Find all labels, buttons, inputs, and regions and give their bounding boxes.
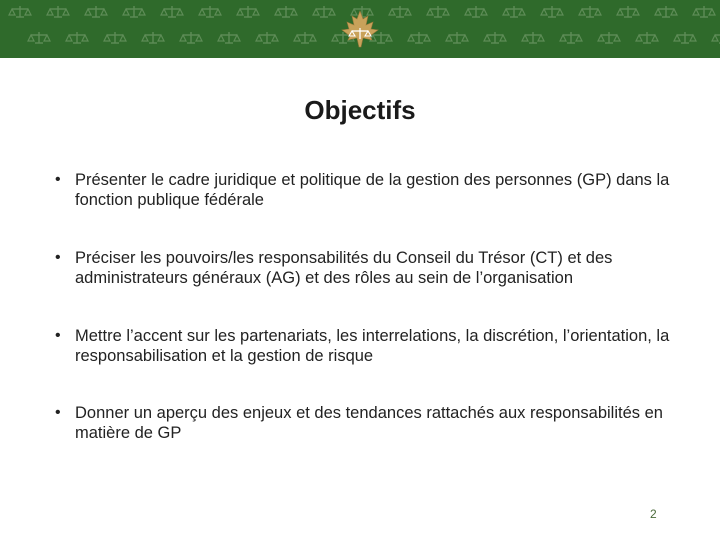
slide-title xyxy=(0,95,720,126)
list-item xyxy=(55,248,685,288)
scales-icon xyxy=(465,6,487,17)
scales-icon xyxy=(636,32,658,43)
scales-icon xyxy=(598,32,620,43)
scales-icon xyxy=(446,32,468,43)
list-item xyxy=(55,326,685,366)
scales-icon xyxy=(237,6,259,17)
slide-title-text: Objectifs xyxy=(304,95,416,125)
scales-icon xyxy=(389,6,411,17)
scales-icon xyxy=(427,6,449,17)
list-item-text: Donner un aperçu des enjeux et des tendances rattachés aux responsabilités en matière de GP xyxy=(75,404,663,442)
scales-icon xyxy=(85,6,107,17)
bullet-glyph: • xyxy=(55,171,61,188)
scales-icon xyxy=(142,32,164,43)
bullet-glyph: • xyxy=(55,327,61,344)
scales-icon xyxy=(674,32,696,43)
list-item-text: Préciser les pouvoirs/les responsabilités du Conseil du Trésor (CT) et des administrateurs généraux (AG) et des rôles au sein de l’organisation xyxy=(75,249,613,287)
header-banner xyxy=(0,0,720,58)
scales-icon xyxy=(66,32,88,43)
scales-icon xyxy=(275,6,297,17)
scales-icon xyxy=(541,6,563,17)
scales-icon xyxy=(9,6,31,17)
scales-icon xyxy=(161,6,183,17)
scales-icon xyxy=(484,32,506,43)
scales-icon xyxy=(28,32,50,43)
scales-icon xyxy=(617,6,639,17)
scales-icon xyxy=(560,32,582,43)
page-number: 2 xyxy=(650,507,657,521)
scales-icon xyxy=(693,6,715,17)
scales-icon xyxy=(655,6,677,17)
list-item-text: Présenter le cadre juridique et politique de la gestion des personnes (GP) dans la fonction publique fédérale xyxy=(75,171,670,209)
list-item xyxy=(55,403,685,443)
scales-icon xyxy=(522,32,544,43)
bullet-glyph: • xyxy=(55,249,61,266)
scales-icon xyxy=(47,6,69,17)
scales-icon xyxy=(104,32,126,43)
scales-icon xyxy=(123,6,145,17)
scales-icon xyxy=(180,32,202,43)
scales-icon xyxy=(218,32,240,43)
scales-icon xyxy=(408,32,430,43)
scales-icon xyxy=(313,6,335,17)
scales-icon xyxy=(712,32,720,43)
maple-leaf-scales-icon xyxy=(333,9,387,51)
scales-icon xyxy=(294,32,316,43)
scales-icon xyxy=(503,6,525,17)
list-item xyxy=(55,170,685,210)
scales-icon xyxy=(256,32,278,43)
scales-icon xyxy=(199,6,221,17)
bullet-glyph: • xyxy=(55,404,61,421)
list-item-text: Mettre l’accent sur les partenariats, les interrelations, la discrétion, l’orientation, la responsabilisation et la gestion de risque xyxy=(75,327,670,365)
scales-icon xyxy=(579,6,601,17)
